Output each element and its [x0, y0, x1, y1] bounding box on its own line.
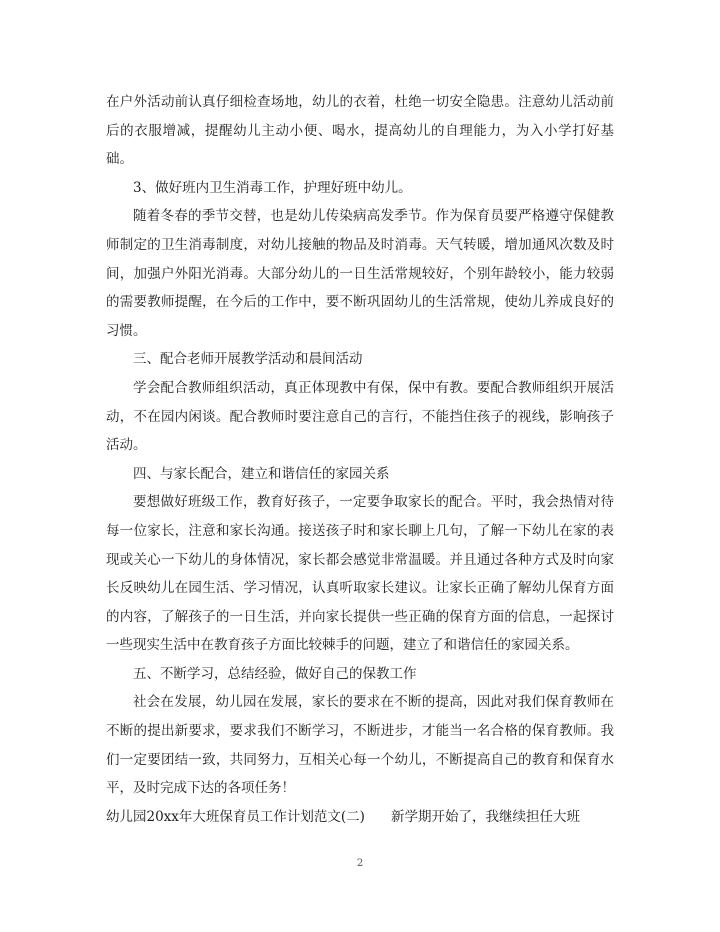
paragraph-continuous-learning: 社会在发展，幼儿园在发展，家长的要求在不断的提高，因此对我们保育教师在不断的提出新要求，要求我们不断学习，不断进步，才能当一名合格的保育教师。我们一定要团结一致，共同努力，互相关心每一个幼儿，不断提高自己的教育和保育水平，及时完成下达的各项任务！: [106, 694, 614, 797]
paragraph-outdoor-safety: 在户外活动前认真仔细检查场地，幼儿的衣着，杜绝一切安全隐患。注意幼儿活动前后的衣服增减，提醒幼儿主动小便、喝水，提高幼儿的自理能力，为入小学打好基础。: [106, 94, 614, 168]
heading-parent-cooperation: 四、与家长配合，建立和谐信任的家园关系: [133, 465, 390, 482]
page-number: 2: [356, 858, 364, 869]
closing-line: [106, 803, 614, 832]
paragraph-teaching-cooperation: 学会配合教师组织活动，真正体现教中有保，保中有教。要配合教师组织开展活动，不在园内闲谈。配合教师时要注意自己的言行，不能挡住孩子的视线，影响孩子活动。: [106, 379, 614, 454]
heading-teaching-cooperation: 三、配合老师开展教学活动和晨间活动: [133, 351, 363, 368]
paragraph-hygiene-disinfection: 随着冬春的季节交替，也是幼儿传染病高发季节。作为保育员要严格遵守保健教师制定的卫生消毒制度，对幼儿接触的物品及时消毒。天气转暖，增加通风次数及时间，加强户外阳光消毒。大部分幼儿的一日生活常规较好，个别年龄较小，能力较弱的需要教师提醒，在今后的工作中，要不断巩固幼儿的生活常规，使幼儿养成良好的习惯。: [106, 208, 614, 339]
document-body: [106, 88, 614, 831]
closing-text: 新学期开始了，我继续担任大班: [390, 808, 580, 825]
heading-continuous-learning: 五、不断学习，总结经验，做好自己的保教工作: [133, 665, 417, 682]
closing-title: 幼儿园20xx年大班保育员工作计划范文(二): [106, 808, 365, 825]
heading-hygiene-disinfection: 3、做好班内卫生消毒工作，护理好班中幼儿。: [133, 179, 412, 196]
paragraph-parent-cooperation: 要想做好班级工作，教育好孩子，一定要争取家长的配合。平时，我会热情对待每一位家长，注意和家长沟通。接送孩子时和家长聊上几句，了解一下幼儿在家的表现或关心一下幼儿的身体情况，家长都会感觉非常温暖。并且通过各种方式及时向家长反映幼儿在园生活、学习情况，认真听取家长建议。让家长正确了解幼儿保育方面的内容，了解孩子的一日生活，并向家长提供一些正确的保育方面的信息，一起探讨一些现实生活中在教育孩子方面比较棘手的问题，建立了和谐信任的家园关系。: [106, 494, 614, 654]
